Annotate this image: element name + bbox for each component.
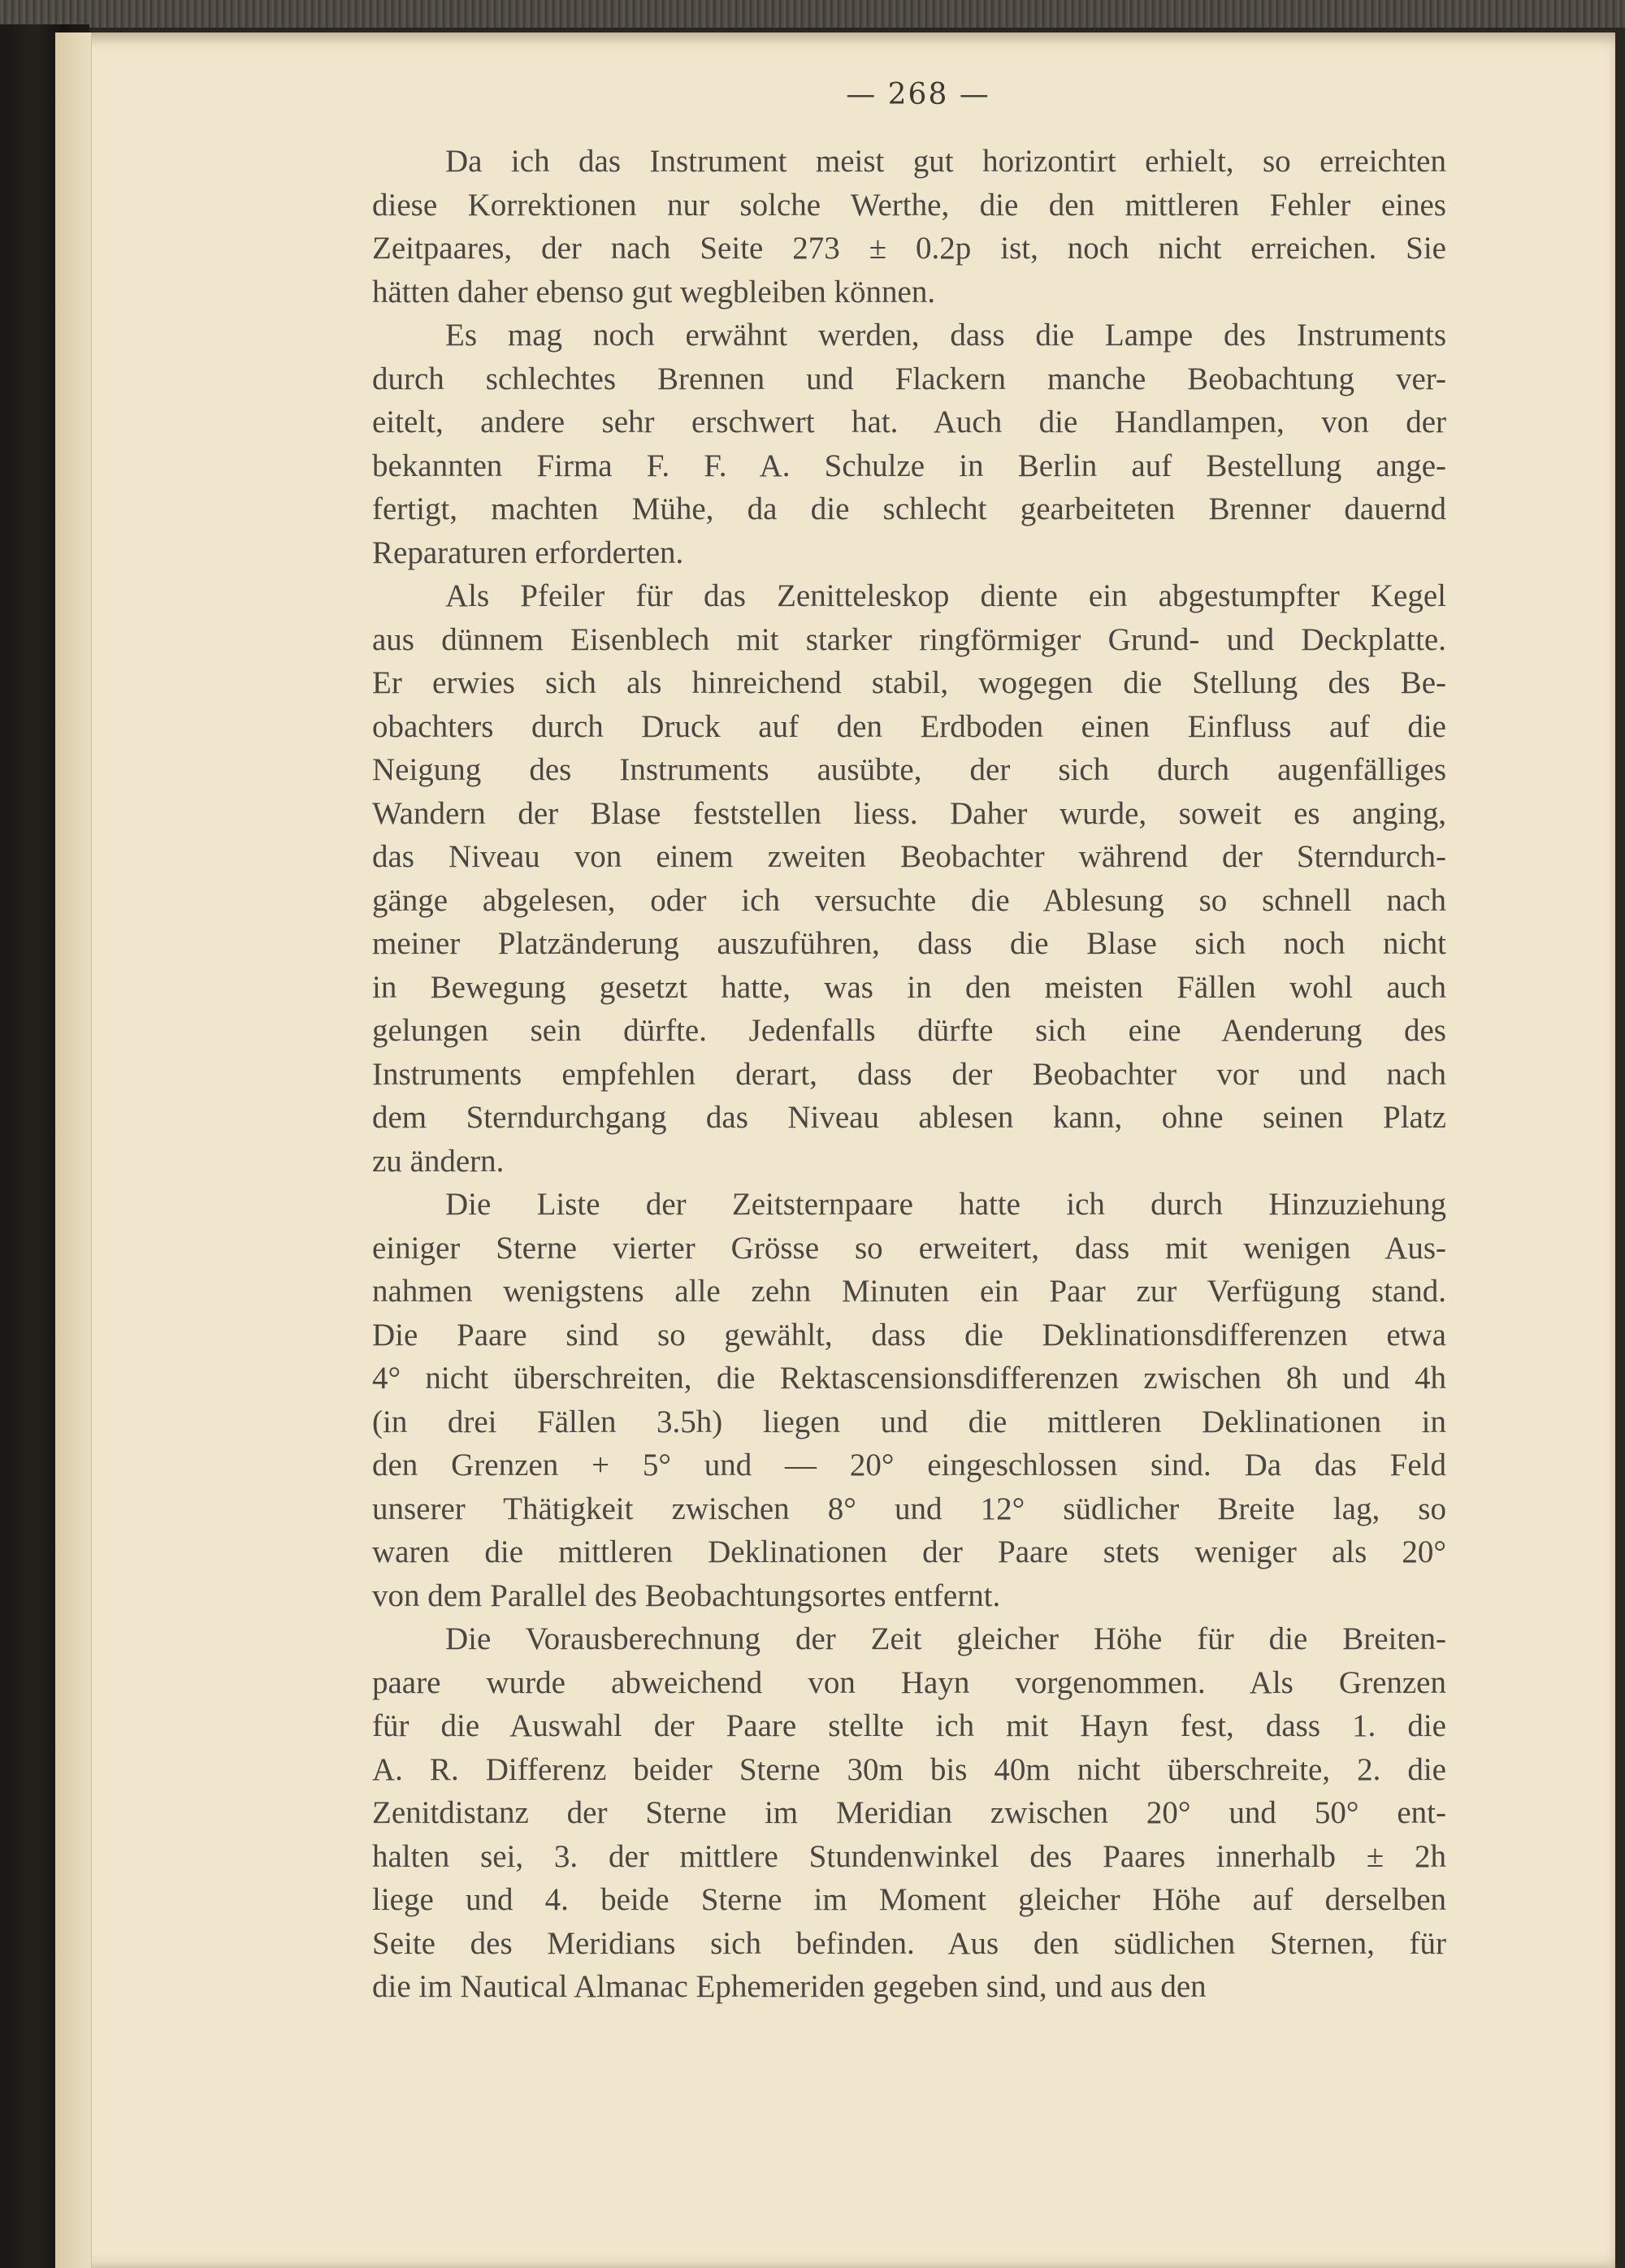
page-gutter bbox=[55, 32, 92, 2268]
text-line: dem Sterndurchgang das Niveau ablesen kann, ohne seinen Platz bbox=[372, 1100, 1446, 1135]
text-line: Es mag noch erwähnt werden, dass die Lampe des Instruments bbox=[445, 318, 1446, 353]
text-line: Die Vorausberechnung der Zeit gleicher Höhe für die Breiten- bbox=[445, 1621, 1446, 1656]
text-line: (in drei Fällen 3.5h) liegen und die mittleren Deklinationen in bbox=[372, 1404, 1446, 1439]
text-line: nahmen wenigstens alle zehn Minuten ein Paar zur Verfügung stand. bbox=[372, 1274, 1446, 1309]
text-line: halten sei, 3. der mittlere Stundenwinkel des Paares innerhalb ± 2h bbox=[372, 1838, 1446, 1874]
text-line: Neigung des Instruments ausübte, der sich durch augenfälliges bbox=[372, 752, 1446, 787]
text-line: einiger Sterne vierter Grösse so erweitert, dass mit wenigen Aus- bbox=[372, 1230, 1446, 1266]
text-line: Zeitpaares, der nach Seite 273 ± 0.2p ist, noch nicht erreichen. Sie bbox=[372, 231, 1446, 266]
text-line: liege und 4. beide Sterne im Moment gleicher Höhe auf derselben bbox=[372, 1882, 1446, 1917]
text-line: den Grenzen + 5° und — 20° eingeschlossen sind. Da das Feld bbox=[372, 1448, 1446, 1482]
paragraph-4 bbox=[372, 1183, 1446, 1617]
text-line: unserer Thätigkeit zwischen 8° und 12° südlicher Breite lag, so bbox=[372, 1491, 1446, 1526]
text-line: Er erwies sich als hinreichend stabil, wogegen die Stellung des Be- bbox=[372, 665, 1446, 700]
paragraph-3 bbox=[372, 574, 1446, 1183]
text-line: A. R. Differenz beider Sterne 30m bis 40m nicht überschreite, 2. die bbox=[372, 1751, 1446, 1787]
text-line: durch schlechtes Brennen und Flackern manche Beobachtung ver- bbox=[372, 361, 1446, 396]
text-line: Wandern der Blase feststellen liess. Daher wurde, soweit es anging, bbox=[372, 795, 1446, 831]
text-line: für die Auswahl der Paare stellte ich mit Hayn fest, dass 1. die bbox=[372, 1708, 1446, 1743]
text-line: hätten daher ebenso gut wegbleiben können. bbox=[372, 274, 936, 309]
text-line: Seite des Meridians sich befinden. Aus den südlichen Sternen, für bbox=[372, 1925, 1446, 1961]
text-line: meiner Platzänderung auszuführen, dass die Blase sich noch nicht bbox=[372, 926, 1446, 961]
text-line: obachters durch Druck auf den Erdboden einen Einfluss auf die bbox=[372, 708, 1446, 744]
page-number: — 268 — bbox=[846, 78, 990, 111]
text-line: Zenitdistanz der Sterne im Meridian zwischen 20° und 50° ent- bbox=[372, 1795, 1446, 1830]
scan-top-strip bbox=[0, 0, 1625, 28]
text-line: gänge abgelesen, oder ich versuchte die Ablesung so schnell nach bbox=[372, 882, 1446, 918]
body-text bbox=[372, 140, 1446, 2009]
text-line: Reparaturen erforderten. bbox=[372, 535, 684, 570]
text-line: in Bewegung gesetzt hatte, was in den meisten Fällen wohl auch bbox=[372, 969, 1446, 1005]
paragraph-1 bbox=[372, 140, 1446, 314]
text-line: 4° nicht überschreiten, die Rektascensionsdifferenzen zwischen 8h und 4h bbox=[372, 1361, 1446, 1396]
text-line: bekannten Firma F. F. A. Schulze in Berlin auf Bestellung ange- bbox=[372, 448, 1446, 483]
text-line: eitelt, andere sehr erschwert hat. Auch die Handlampen, von der bbox=[372, 405, 1446, 439]
text-line: Instruments empfehlen derart, dass der Beobachter vor und nach bbox=[372, 1056, 1446, 1092]
text-line: waren die mittleren Deklinationen der Paare stets weniger als 20° bbox=[372, 1534, 1446, 1569]
text-line: Die Paare sind so gewählt, dass die Deklinationsdifferenzen etwa bbox=[372, 1317, 1446, 1353]
text-line: das Niveau von einem zweiten Beobachter während der Sterndurch- bbox=[372, 839, 1446, 874]
text-line: Da ich das Instrument meist gut horizontirt erhielt, so erreichten bbox=[445, 144, 1446, 179]
text-line: Als Pfeiler für das Zenitteleskop diente ein abgestumpfter Kegel bbox=[445, 578, 1446, 613]
text-line: gelungen sein dürfte. Jedenfalls dürfte sich eine Aenderung des bbox=[372, 1013, 1446, 1048]
text-line: Die Liste der Zeitsternpaare hatte ich durch Hinzuziehung bbox=[445, 1187, 1446, 1222]
text-line: fertigt, machten Mühe, da die schlecht gearbeiteten Brenner dauernd bbox=[372, 491, 1446, 526]
text-line: aus dünnem Eisenblech mit starker ringförmiger Grund- und Deckplatte. bbox=[372, 621, 1446, 657]
text-line: die im Nautical Almanac Ephemeriden gegeben sind, und aus den bbox=[372, 1969, 1207, 2004]
text-line: paare wurde abweichend von Hayn vorgenommen. Als Grenzen bbox=[372, 1664, 1446, 1700]
text-line: zu ändern. bbox=[372, 1143, 505, 1179]
text-line: diese Korrektionen nur solche Werthe, die den mittleren Fehler eines bbox=[372, 187, 1446, 223]
paragraph-2 bbox=[372, 314, 1446, 574]
paragraph-5 bbox=[372, 1617, 1446, 2009]
text-line: von dem Parallel des Beobachtungsortes entfernt. bbox=[372, 1578, 1001, 1613]
